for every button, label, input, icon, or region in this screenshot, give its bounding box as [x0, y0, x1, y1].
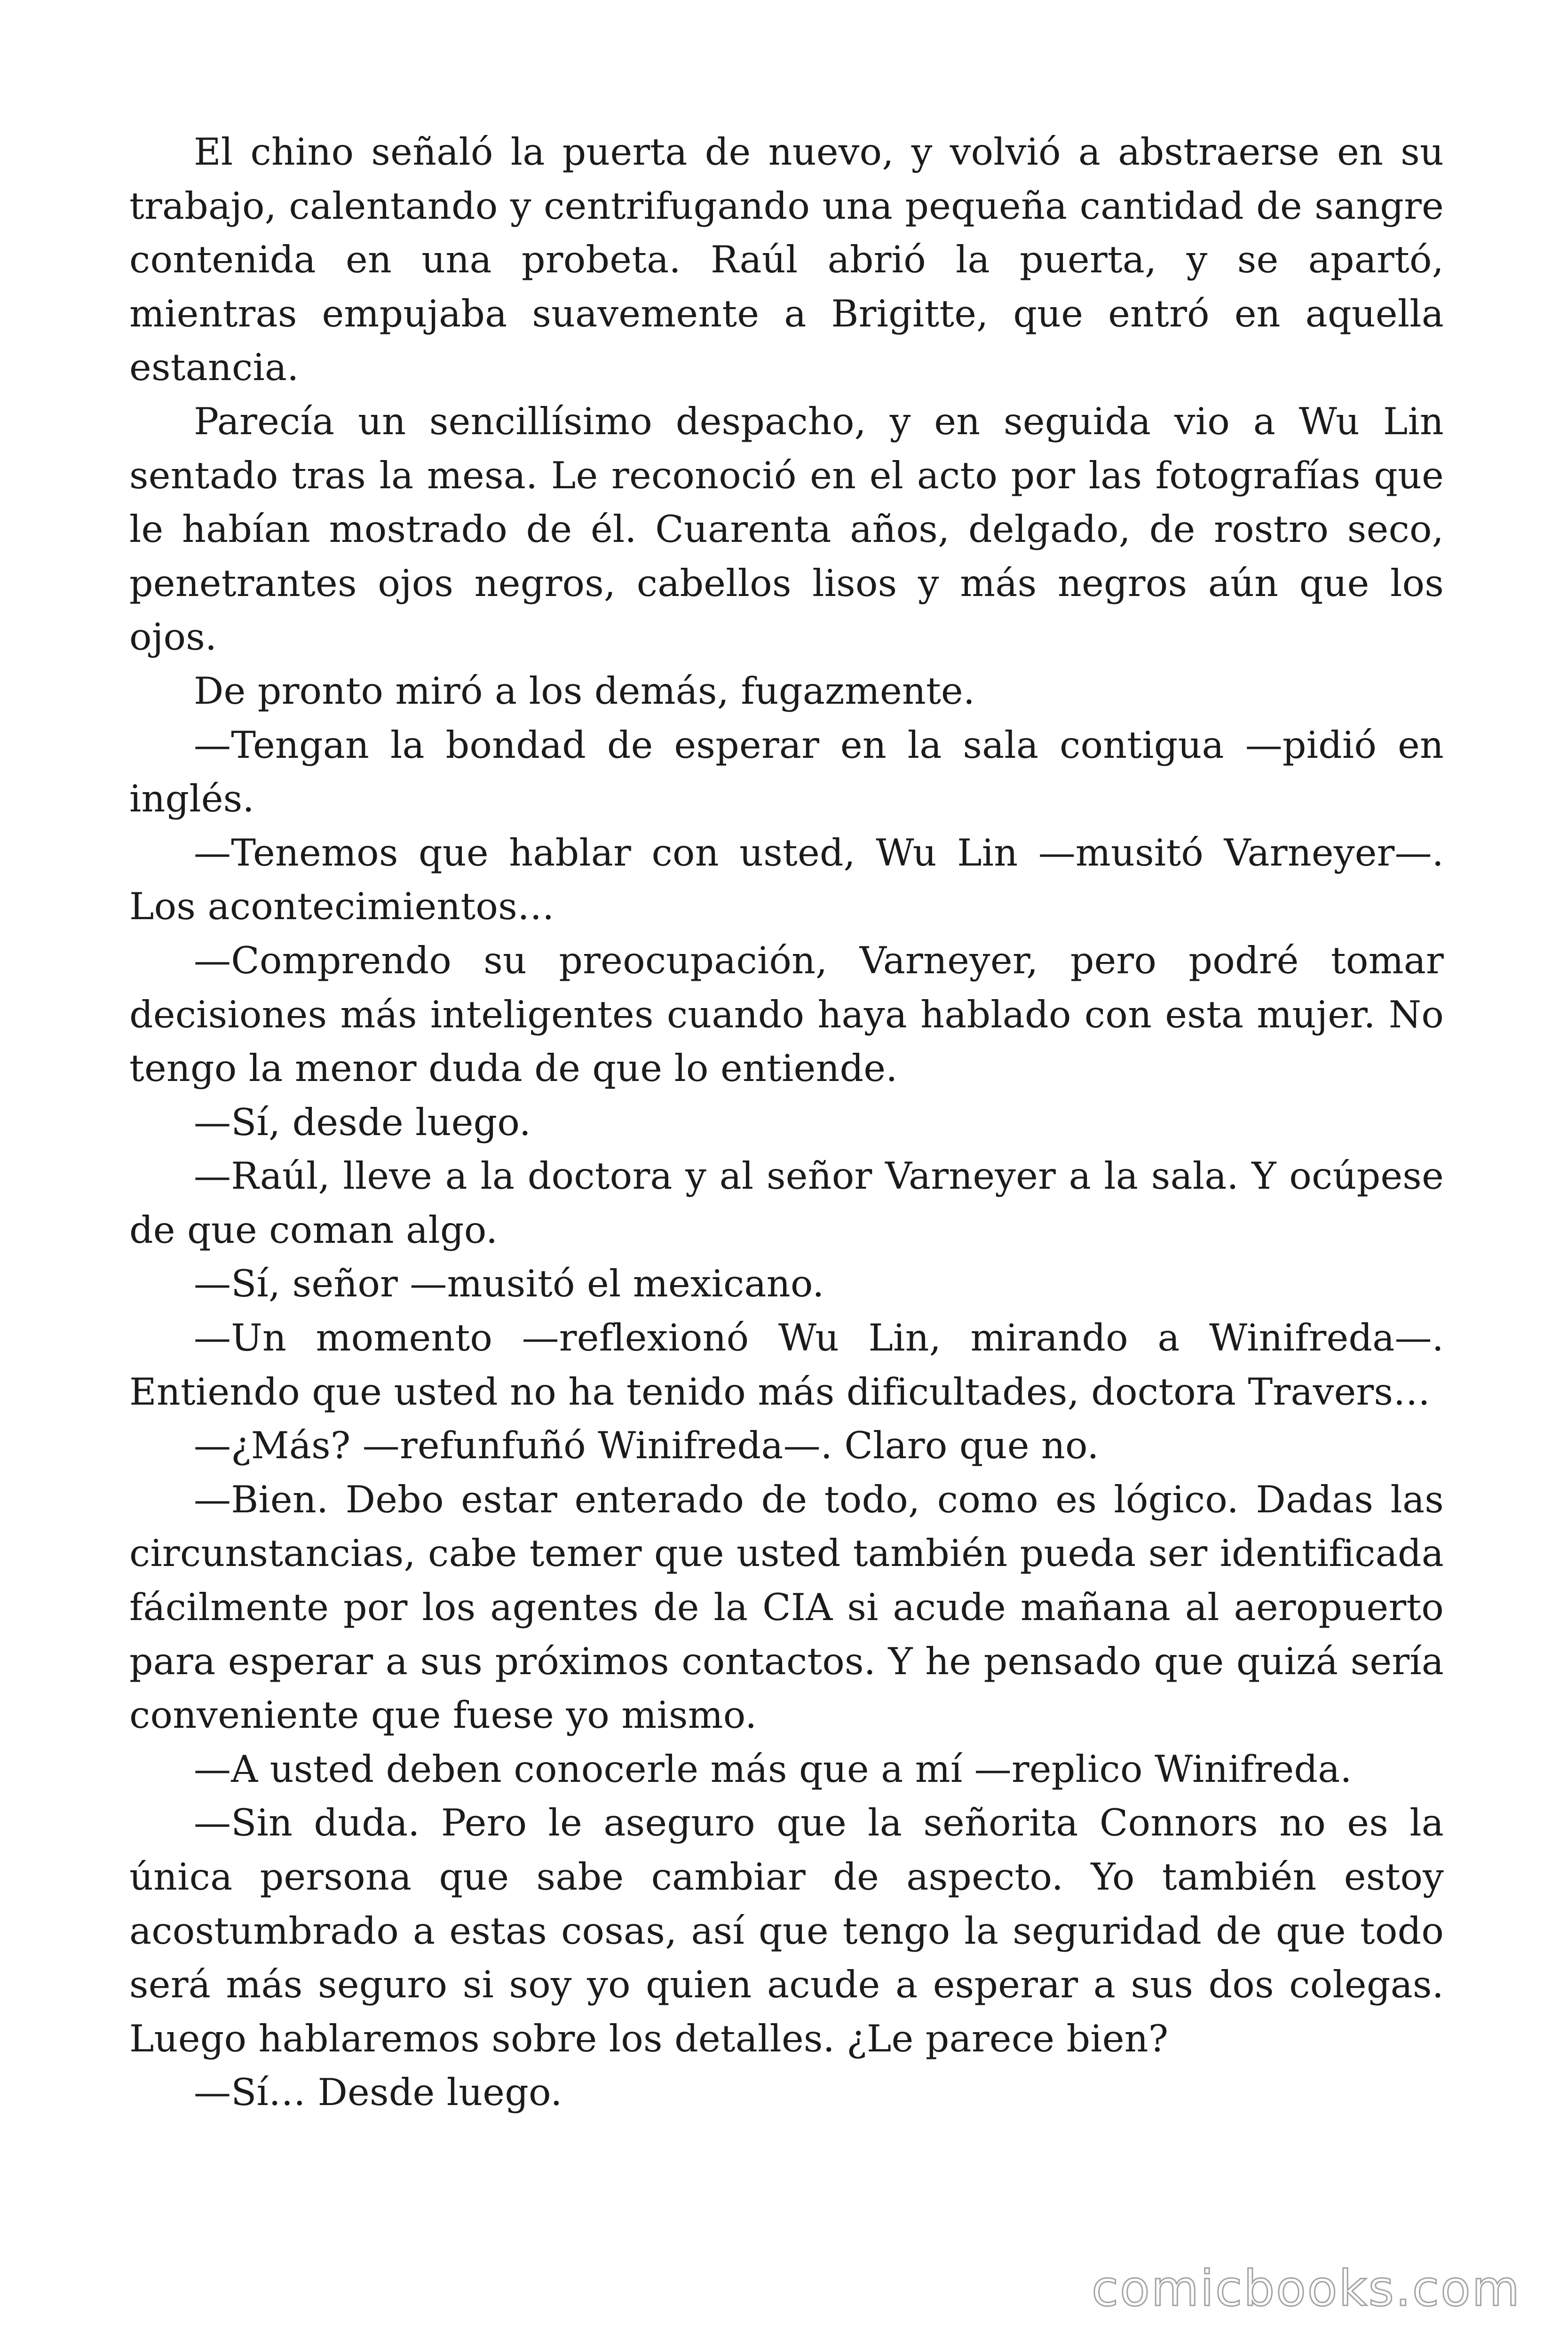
- body-text: [129, 125, 1444, 2120]
- paragraph-3: De pronto miró a los demás, fugazmente.: [194, 669, 975, 713]
- paragraph-13: —A usted deben conocerle más que a mí —replico Winifreda.: [194, 1747, 1352, 1791]
- paragraph-6: —Comprendo su preocupación, Varneyer, pero podré tomar decisiones más inteligentes cuando haya hablado con esta mujer. No tengo la menor duda de que lo entiende.: [129, 938, 1444, 1090]
- paragraph-1: El chino señaló la puerta de nuevo, y volvió a abstraerse en su trabajo, calentando y centrifugando una pequeña cantidad de sangre contenida en una probeta. Raúl abrió la puerta, y se apartó, mientras empujaba suavemente a Brigitte, que entró en aquella estancia.: [129, 130, 1444, 389]
- paragraph-5: —Tenemos que hablar con usted, Wu Lin —musitó Varneyer—. Los acontecimientos…: [129, 831, 1444, 929]
- paragraph-10: —Un momento —reflexionó Wu Lin, mirando a Winifreda—. Entiendo que usted no ha tenido más dificultades, doctora Travers…: [129, 1316, 1444, 1414]
- paragraph-14: —Sin duda. Pero le aseguro que la señorita Connors no es la única persona que sabe cambiar de aspecto. Yo también estoy acostumbrado a estas cosas, así que tengo la seguridad de que todo será más seguro si soy yo quien acude a esperar a sus dos colegas. Luego hablaremos sobre los detalles. ¿Le parece bien?: [129, 1801, 1444, 2060]
- watermark: comicbooks.com: [1091, 2260, 1521, 2317]
- paragraph-8: —Raúl, lleve a la doctora y al señor Varneyer a la sala. Y ocúpese de que coman algo.: [129, 1154, 1444, 1252]
- paragraph-2: Parecía un sencillísimo despacho, y en seguida vio a Wu Lin sentado tras la mesa. Le reconoció en el acto por las fotografías que le habían mostrado de él. Cuarenta años, delgado, de rostro seco, penetrantes ojos negros, cabellos lisos y más negros aún que los ojos.: [129, 399, 1444, 659]
- paragraph-11: —¿Más? —refunfuñó Winifreda—. Claro que no.: [194, 1424, 1099, 1468]
- paragraph-12: —Bien. Debo estar enterado de todo, como es lógico. Dadas las circunstancias, cabe temer que usted también pueda ser identificada fácilmente por los agentes de la CIA si acude mañana al aeropuerto para esperar a sus próximos contactos. Y he pensado que quizá sería conveniente que fuese yo mismo.: [129, 1478, 1444, 1737]
- paragraph-15: —Sí… Desde luego.: [194, 2071, 562, 2114]
- paragraph-9: —Sí, señor —musitó el mexicano.: [194, 1262, 824, 1306]
- paragraph-7: —Sí, desde luego.: [194, 1100, 531, 1144]
- paragraph-4: —Tengan la bondad de esperar en la sala contigua —pidió en inglés.: [129, 723, 1444, 821]
